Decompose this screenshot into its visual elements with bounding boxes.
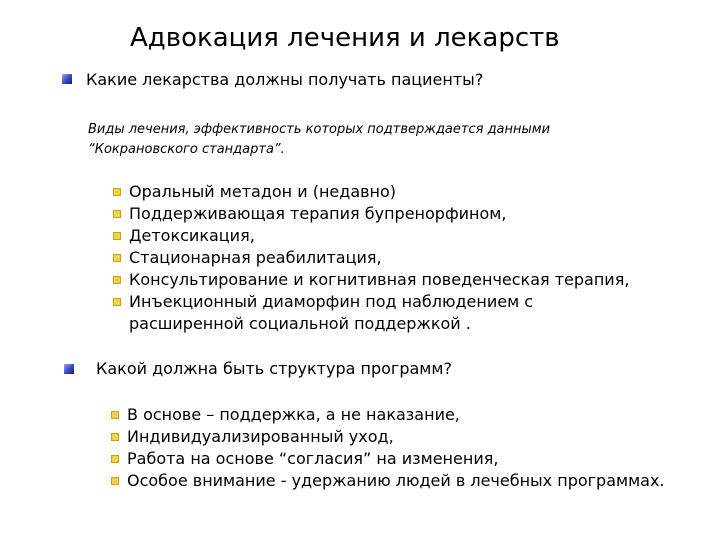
list-item-text: Инъекционный диаморфин под наблюдением с xyxy=(129,292,534,311)
list-item xyxy=(111,404,665,426)
list-item-text: В основе – поддержка, а не наказание, xyxy=(127,405,460,424)
list-item-text: расширенной социальной поддержкой . xyxy=(129,314,471,333)
list-item-text: Поддерживающая терапия бупренорфином, xyxy=(129,204,507,223)
list-item xyxy=(111,426,665,448)
square-bullet-icon xyxy=(113,254,121,262)
question-medications: Какие лекарства должны получать пациенты? xyxy=(86,70,484,89)
list-item-continuation xyxy=(113,313,629,335)
square-bullet-icon xyxy=(111,433,119,441)
square-bullet-icon xyxy=(64,364,74,374)
evidence-note-line2: “Кокрановского стандарта”. xyxy=(88,142,285,157)
list-item-text: Стационарная реабилитация, xyxy=(129,248,382,267)
treatment-list xyxy=(113,181,629,335)
evidence-note xyxy=(88,120,550,160)
question-program-structure: Какой должна быть структура программ? xyxy=(96,359,452,378)
principles-list xyxy=(111,404,665,492)
list-item xyxy=(113,203,629,225)
square-bullet-icon xyxy=(113,298,121,306)
list-item xyxy=(113,181,629,203)
list-item xyxy=(111,448,665,470)
list-item-text: Индивидуализированный уход, xyxy=(127,427,394,446)
list-item xyxy=(113,269,629,291)
list-item-text: Консультирование и когнитивная поведенческая терапия, xyxy=(129,270,630,289)
list-item-text: Особое внимание - удержанию людей в лечебных программах. xyxy=(127,471,665,490)
square-bullet-icon xyxy=(62,74,72,84)
list-item xyxy=(113,291,629,313)
list-item xyxy=(113,247,629,269)
list-item xyxy=(113,225,629,247)
square-bullet-icon xyxy=(111,477,119,485)
square-bullet-icon xyxy=(111,455,119,463)
list-item xyxy=(111,470,665,492)
list-item-text: Работа на основе “согласия” на изменения, xyxy=(127,449,499,468)
list-item-text: Оральный метадон и (недавно) xyxy=(129,182,397,201)
list-item-text: Детоксикация, xyxy=(129,226,255,245)
square-bullet-icon xyxy=(113,276,121,284)
evidence-note-line1: Виды лечения, эффективность которых подтверждается данными xyxy=(88,122,551,137)
square-bullet-icon xyxy=(113,210,121,218)
slide-title: Адвокация лечения и лекарств xyxy=(130,23,560,53)
square-bullet-icon xyxy=(111,411,119,419)
square-bullet-icon xyxy=(113,232,121,240)
square-bullet-icon xyxy=(113,188,121,196)
